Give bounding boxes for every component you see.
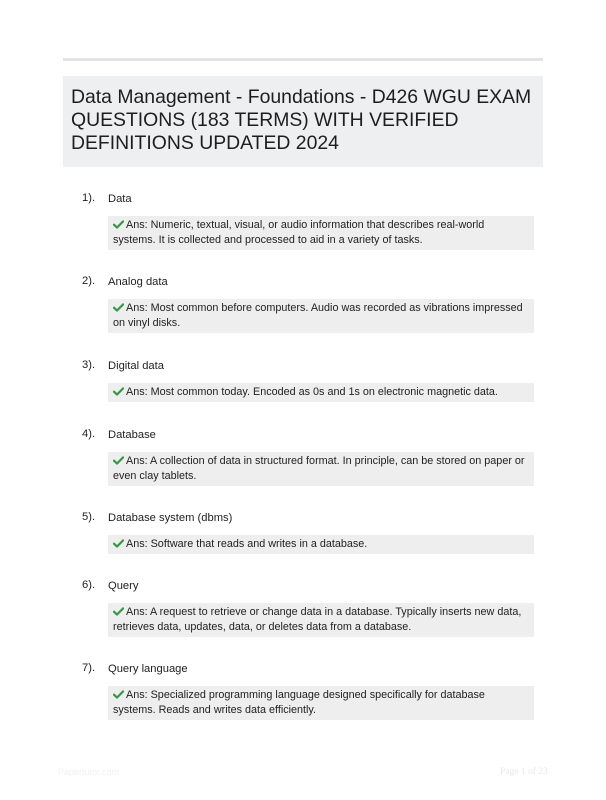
item-term: Data <box>108 193 132 205</box>
item-term: Database <box>108 429 156 441</box>
answer-box <box>108 603 534 637</box>
answer-prefix: Ans: <box>126 302 148 314</box>
answer-box <box>108 686 534 720</box>
answer-prefix: Ans: <box>126 538 148 550</box>
check-icon <box>113 387 124 396</box>
answer-box <box>108 299 534 333</box>
item-number: 5). <box>82 511 96 523</box>
item-number: 6). <box>82 579 96 591</box>
answer-prefix: Ans: <box>126 386 148 398</box>
answer-text: A collection of data in structured format. In principle, can be stored on paper or even clay tablets. <box>113 455 525 482</box>
check-icon <box>113 607 124 616</box>
item-number: 3). <box>82 359 96 371</box>
check-icon <box>113 220 124 229</box>
page-indicator: Page 1 of 23 <box>500 767 548 777</box>
item-number: 7). <box>82 662 96 674</box>
item-term: Analog data <box>108 276 168 288</box>
item-number: 2). <box>82 275 96 287</box>
answer-box <box>108 452 534 486</box>
answer-prefix: Ans: <box>126 219 148 231</box>
answer-box <box>108 535 534 554</box>
check-icon <box>113 539 124 548</box>
answer-box <box>108 216 534 250</box>
answer-text: Specialized programming language designed specifically for database systems. Reads and writes data efficiently. <box>113 689 485 716</box>
item-term: Query <box>108 580 139 592</box>
answer-text: Most common before computers. Audio was recorded as vibrations impressed on vinyl disks. <box>113 302 523 329</box>
answer-prefix: Ans: <box>126 689 148 701</box>
item-term: Query language <box>108 663 188 675</box>
answer-text: Numeric, textual, visual, or audio information that describes real-world systems. It is collected and processed to aid in a variety of tasks. <box>113 219 485 246</box>
item-term: Digital data <box>108 360 164 372</box>
answer-text: Software that reads and writes in a database. <box>150 538 368 550</box>
item-term: Database system (dbms) <box>108 512 233 524</box>
item-number: 4). <box>82 428 96 440</box>
answer-prefix: Ans: <box>126 455 148 467</box>
document-title: Data Management - Foundations - D426 WGU EXAM QUESTIONS (183 TERMS) WITH VERIFIED DEFINITIONS UPDATED 2024 <box>71 86 532 154</box>
answer-text: Most common today. Encoded as 0s and 1s on electronic magnetic data. <box>150 386 498 398</box>
check-icon <box>113 456 124 465</box>
answer-prefix: Ans: <box>126 606 148 618</box>
answer-box <box>108 383 534 402</box>
answer-text: A request to retrieve or change data in a database. Typically inserts new data, retrieves data, updates, data, or deletes data from a database. <box>113 606 522 633</box>
footer-site: Papertutor.com <box>58 767 120 777</box>
check-icon <box>113 690 124 699</box>
item-number: 1). <box>82 192 96 204</box>
check-icon <box>113 303 124 312</box>
